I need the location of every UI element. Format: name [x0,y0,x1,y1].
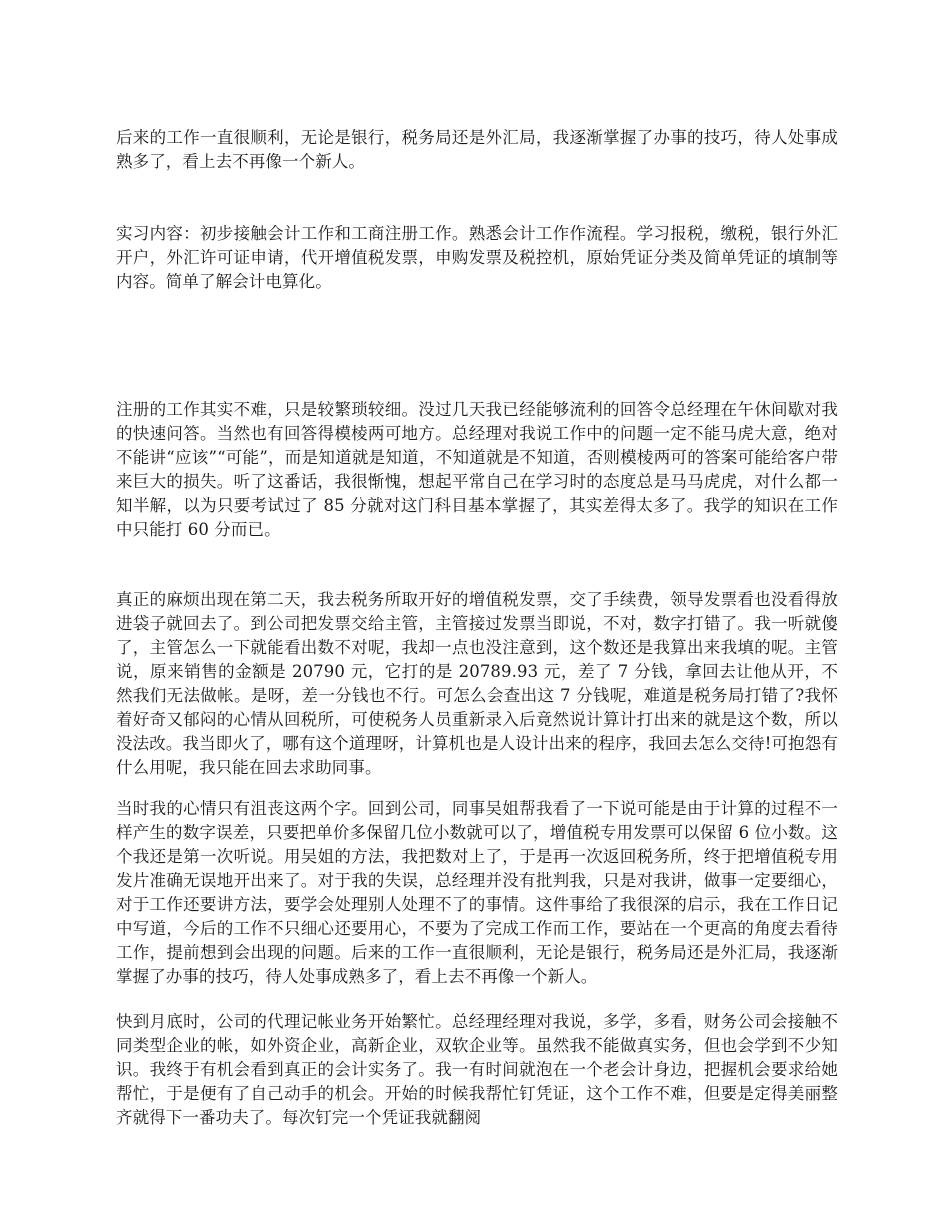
paragraph-4: 真正的麻烦出现在第二天，我去税务所取开好的增值税发票，交了手续费，领导发票看也没看得放进袋子就回去了。到公司把发票交给主管，主管接过发票当即说，不对，数字打错了。我一听就傻了，主管怎么一下就能看出数不对呢，我却一点也没注意到，这个数还是我算出来我填的呢。主管说，原来销售的金额是 20790 元，它打的是 20789.93 元，差了 7 分钱，拿回去让他从开，不然我们无法做帐。是呀，差一分钱也不行。可怎么会查出这 7 分钱呢，难道是税务局打错了?我怀着好奇又郁闷的心情从回税所，可使税务人员重新录入后竟然说计算计打出来的就是这个数，所以没法改。我当即火了，哪有这个道理呀，计算机也是人设计出来的程序，我回去怎么交待!可抱怨有什么用呢，我只能在回去求助同事。 [116,590,838,777]
paragraph-2: 实习内容：初步接触会计工作和工商注册工作。熟悉会计工作作流程。学习报税，缴税，银行外汇开户，外汇许可证申请，代开增值税发票，申购发票及税控机，原始凭证分类及简单凭证的填制等内容。简单了解会计电算化。 [116,224,838,291]
paragraph-1: 后来的工作一直很顺利，无论是银行，税务局还是外汇局，我逐渐掌握了办事的技巧，待人处事成熟多了，看上去不再像一个新人。 [116,128,838,171]
paragraph-5: 当时我的心情只有沮丧这两个字。回到公司，同事吴姐帮我看了一下说可能是由于计算的过程不一样产生的数字误差，只要把单价多保留几位小数就可以了，增值税专用发票可以保留 6 位小数。这个我还是第一次听说。用吴姐的方法，我把数对上了，于是再一次返回税务所，终于把增值税专用发片准确无误地开出来了。对于我的失误，总经理并没有批判我，只是对我讲，做事一定要细心，对于工作还要讲方法，要学会处理别人处理不了的事情。这件事给了我很深的启示，我在工作日记中写道，今后的工作不只细心还要用心，不要为了完成工作而工作，要站在一个更高的角度去看待工作，提前想到会出现的问题。后来的工作一直很顺利，无论是银行，税务局还是外汇局，我逐渐掌握了办事的技巧，待人处事成熟多了，看上去不再像一个新人。 [116,799,838,986]
paragraph-6: 快到月底时，公司的代理记帐业务开始繁忙。总经理经理对我说，多学，多看，财务公司会接触不同类型企业的帐，如外资企业，高新企业，双软企业等。虽然我不能做真实务，但也会学到不少知识。我终于有机会看到真正的会计实务了。我一有时间就泡在一个老会计身边，把握机会要求给她帮忙，于是便有了自己动手的机会。开始的时候我帮忙钉凭证，这个工作不难，但要是定得美丽整齐就得下一番功夫了。每次钉完一个凭证我就翻阅 [116,1012,838,1127]
paragraph-3: 注册的工作其实不难，只是较繁琐较细。没过几天我已经能够流利的回答令总经理在午休间歇对我的快速问答。当然也有回答得模棱两可地方。总经理对我说工作中的问题一定不能马虎大意，绝对不能讲“应该”“可能”，而是知道就是知道，不知道就是不知道，否则模棱两可的答案可能给客户带来巨大的损失。听了这番话，我很惭愧，想起平常自己在学习时的态度总是马马虎虎，对什么都一知半解，以为只要考试过了 85 分就对这门科目基本掌握了，其实差得太多了。我学的知识在工作中只能打 60 分而已。 [116,400,838,539]
